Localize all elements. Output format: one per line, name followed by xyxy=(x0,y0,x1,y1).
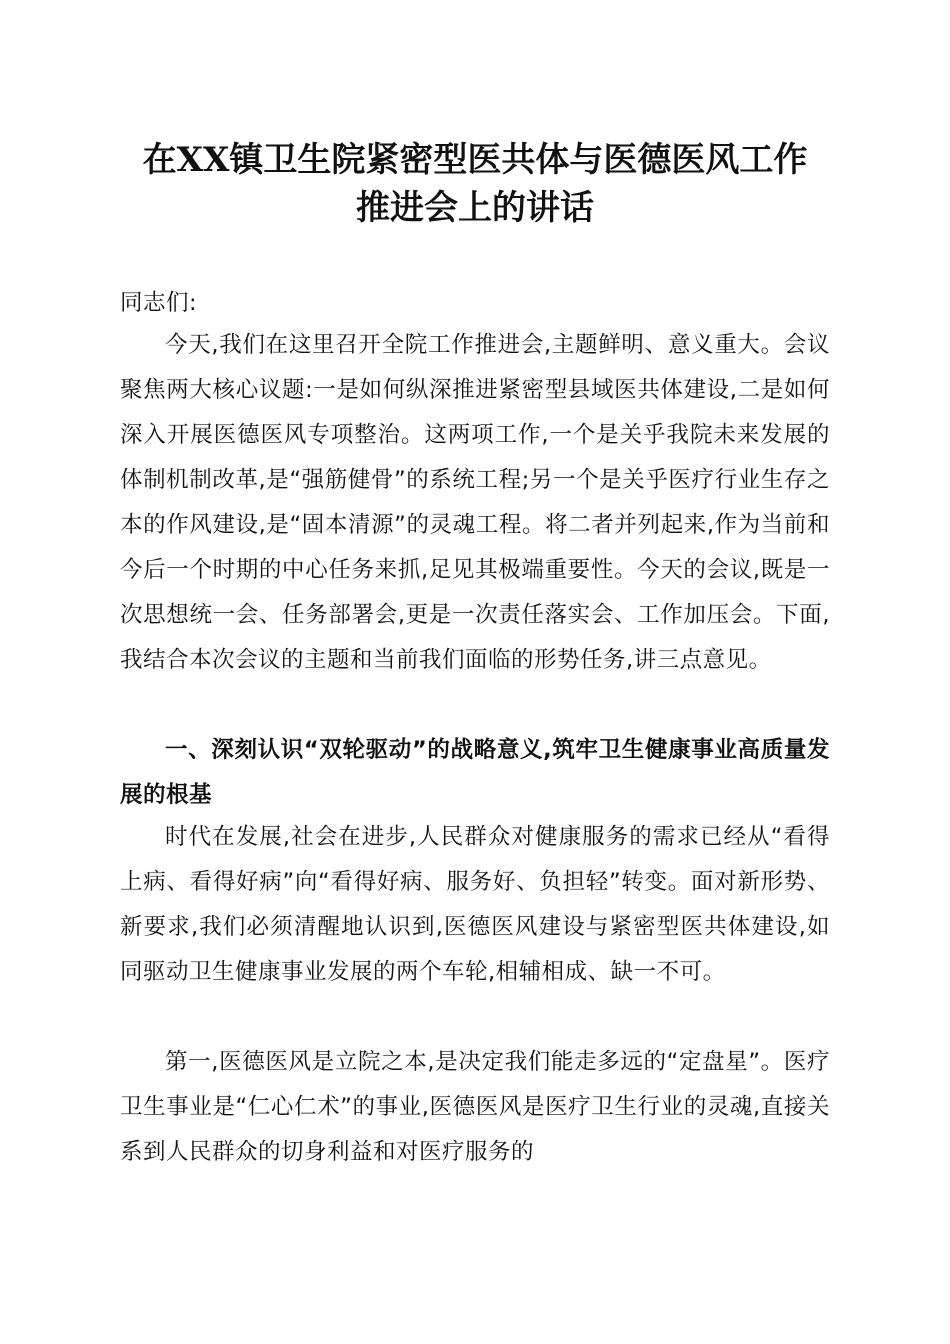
first-point-body: 医疗卫生事业是“仁心仁术”的事业,医德医风是医疗卫生行业的灵魂,直接关系到人民群众的切身利益和对医疗服务的 xyxy=(120,1049,830,1165)
first-point-lead: 第一,医德医风是立院之本,是决定我们能走多远的“定盘星”。 xyxy=(165,1049,784,1075)
section-heading-1: 一、深刻认识“双轮驱动”的战略意义,筑牢卫生健康事业高质量发展的根基 xyxy=(120,737,830,808)
paragraph-opening: 今天,我们在这里召开全院工作推进会,主题鲜明、意义重大。会议聚焦两大核心议题:一是如何纵深推进紧密型县域医共体建设,二是如何深入开展医德医风专项整治。这两项工作,一个是关乎我院未来发展的体制机制改革,是“强筋健骨”的系统工程;另一个是关乎医疗行业生存之本的作风建设,是“固本清源”的灵魂工程。将二者并列起来,作为当前和今后一个时期的中心任务来抓,足见其极端重要性。今天的会议,既是一次思想统一会、任务部署会,更是一次责任落实会、工作加压会。下面,我结合本次会议的主题和当前我们面临的形势任务,讲三点意见。 xyxy=(120,332,830,673)
paragraph-section-1-intro: 时代在发展,社会在进步,人民群众对健康服务的需求已经从“看得上病、看得好病”向“看得好病、服务好、负担轻”转变。面对新形势、新要求,我们必须清醒地认识到,医德医风建设与紧密型医共体建设,如同驱动卫生健康事业发展的两个车轮,相辅相成、缺一不可。 xyxy=(120,824,830,985)
paragraph-first-point xyxy=(120,1040,830,1175)
greeting: 同志们: xyxy=(120,290,198,316)
document-title-line-1: 在XX镇卫生院紧密型医共体与医德医风工作 xyxy=(142,140,808,180)
document-title-line-2: 推进会上的讲话 xyxy=(356,188,594,228)
